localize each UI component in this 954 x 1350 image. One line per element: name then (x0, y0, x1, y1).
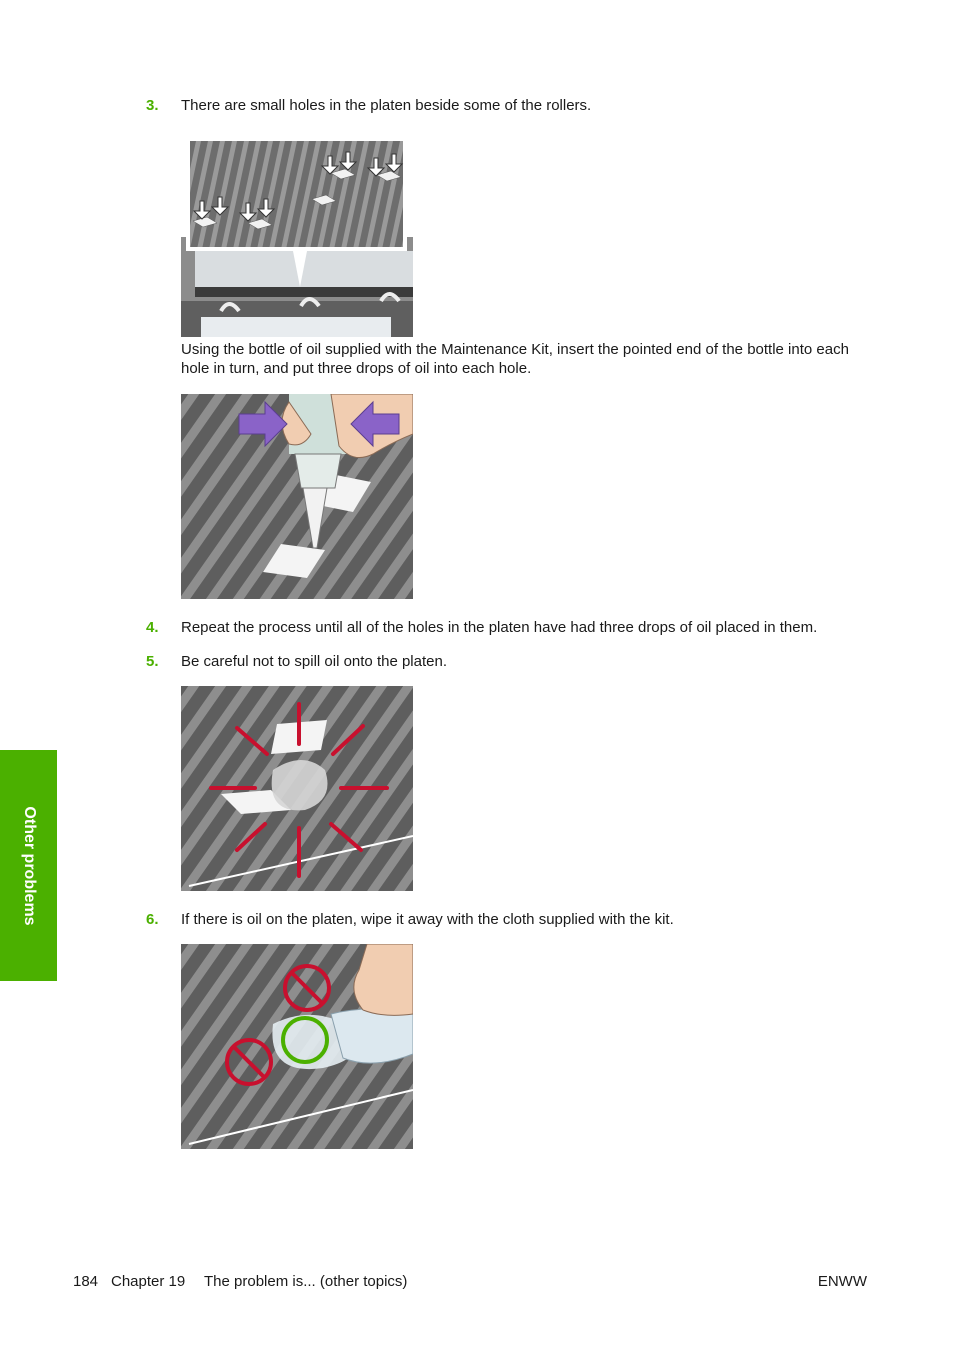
platen-holes-figure (181, 141, 413, 337)
footer-locale: ENWW (817, 1273, 867, 1290)
step-number: 4. (146, 619, 159, 636)
section-side-tab (0, 750, 57, 981)
side-tab-label: Other problems (20, 805, 38, 926)
wipe-oil-figure (181, 944, 413, 1149)
footer-page-number: 184 (73, 1273, 99, 1290)
step-number: 3. (146, 97, 159, 114)
instruction-paragraph: Using the bottle of oil supplied with the Maintenance Kit, insert the pointed end of the bottle into each hole in turn, and put three drops of oil into each hole. (181, 341, 849, 377)
oil-spill-warning-figure (181, 686, 413, 891)
oil-bottle-figure (181, 394, 413, 599)
footer-chapter-title: The problem is... (other topics) (204, 1273, 408, 1290)
step-text: Repeat the process until all of the holes in the platen have had three drops of oil placed in them. (181, 619, 818, 636)
footer-chapter: Chapter 19 (111, 1273, 186, 1290)
step-text: If there is oil on the platen, wipe it away with the cloth supplied with the kit. (181, 911, 674, 928)
step-number: 5. (146, 653, 159, 670)
step-text: Be careful not to spill oil onto the platen. (181, 653, 448, 670)
step-number: 6. (146, 911, 159, 928)
step-text: There are small holes in the platen beside some of the rollers. (181, 97, 592, 114)
